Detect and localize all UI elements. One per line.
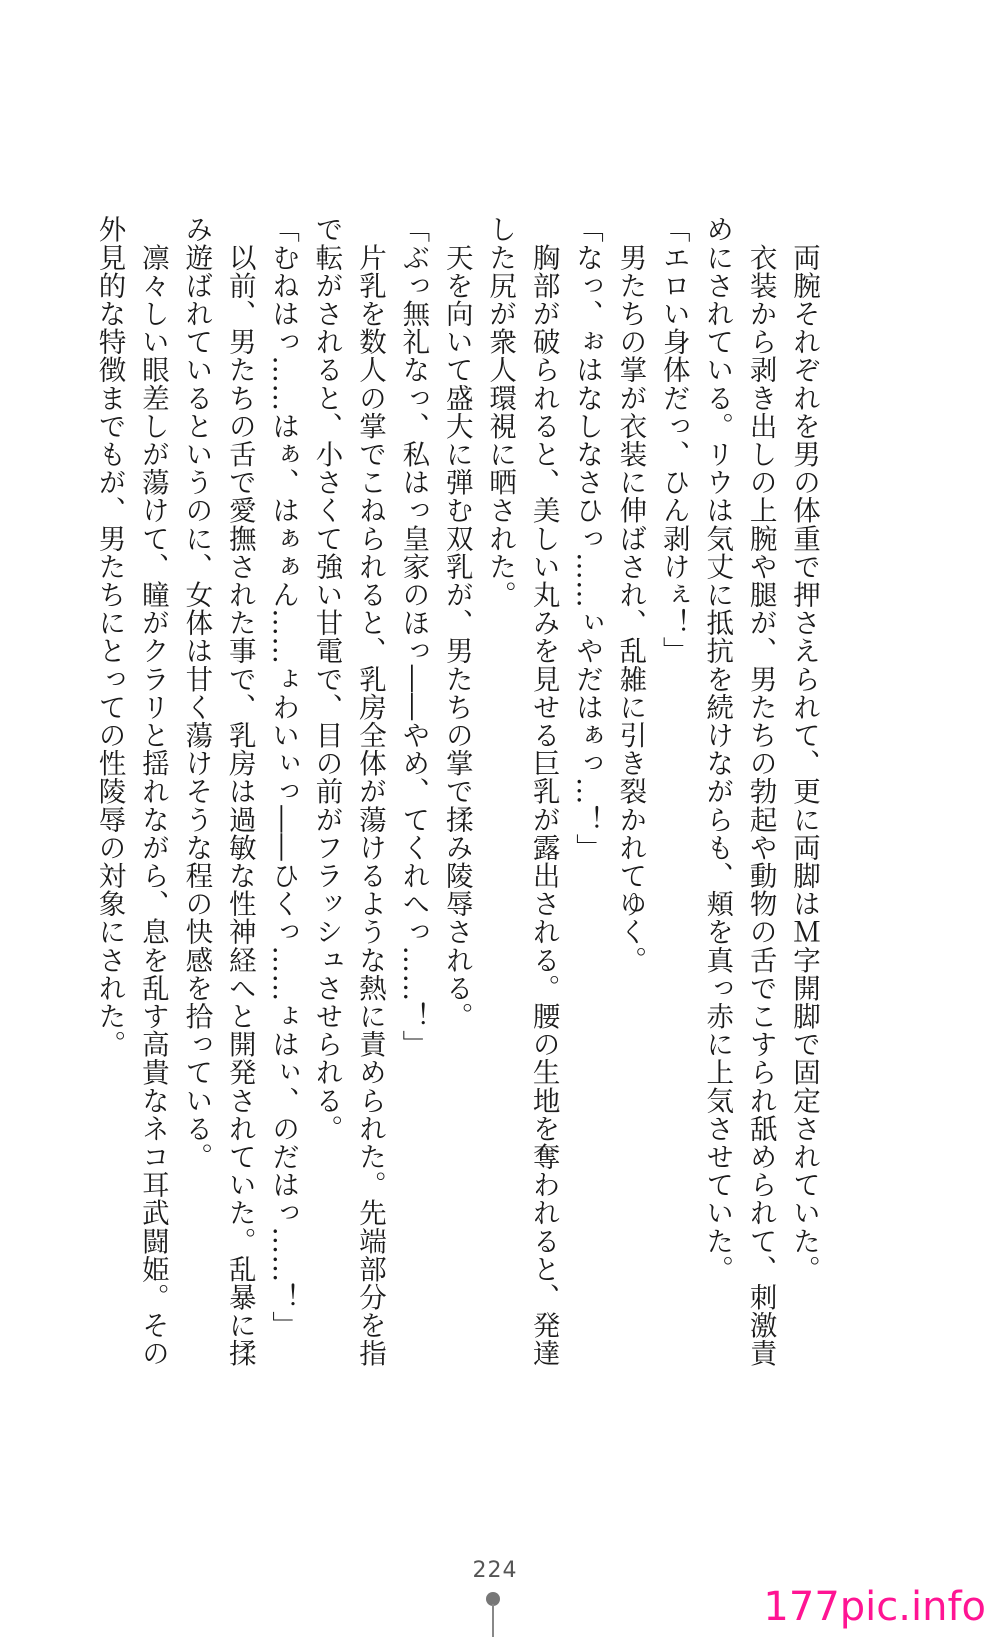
paragraph: 以前、男たちの舌で愛撫された事で、乳房は過敏な性神経へと開発されていた。乱暴に揉み遊ばれているというのに、女体は甘く蕩けそうな程の快感を拾っている。 [180, 215, 256, 1368]
paragraph: 「むねはっ……はぁ、はぁぁん……ょわいぃっ――ひくっ……ょはぃ、のだはっ……！」 [267, 215, 300, 1339]
watermark-link[interactable]: 177pic.info [763, 1584, 986, 1630]
paragraph: 胸部が破られると、美しい丸みを見せる巨乳が露出される。腰の生地を奪われると、発達した尻が衆人環視に晒された。 [484, 215, 560, 1368]
paragraph: 衣装から剥き出しの上腕や腿が、男たちの勃起や動物の舌でこすられ舐められて、刺激責めにされている。リウは気丈に抵抗を続けながらも、頬を真っ赤に上気させていた。 [701, 215, 777, 1368]
paragraph: 天を向いて盛大に弾む双乳が、男たちの掌で揉み陵辱される。 [440, 215, 473, 1030]
vertical-text-body [87, 215, 825, 1375]
paragraph: 凛々しい眼差しが蕩けて、瞳がクラリと揺れながら、息を乱す高貴なネコ耳武闘姫。その外見的な特徴までもが、男たちにとっての性陵辱の対象にされた。 [93, 215, 169, 1368]
paragraph: 片乳を数人の掌でこねられると、乳房全体が蕩けるような熱に責められた。先端部分を指で転がされると、小さくて強い甘電で、目の前がフラッシュさせられる。 [310, 215, 386, 1368]
page-marker-line [492, 1604, 494, 1637]
paragraph: 「なっ、ぉはなしなさひっ……ぃやだはぁっ…！」 [570, 215, 603, 862]
paragraph: 両腕それぞれを男の体重で押さえられて、更に両脚はＭ字開脚で固定されていた。 [788, 215, 820, 1283]
paragraph: 男たちの掌が衣装に伸ばされ、乱雑に引き裂かれてゆく。 [614, 215, 647, 974]
page-number: 224 [472, 1558, 518, 1583]
paragraph: 「ぶっ無礼なっ、私はっ皇家のほっ――やめ、てくれへっ……！」 [397, 215, 430, 1058]
paragraph: 「エロい身体だっ、ひん剥けぇ！」 [657, 215, 690, 665]
